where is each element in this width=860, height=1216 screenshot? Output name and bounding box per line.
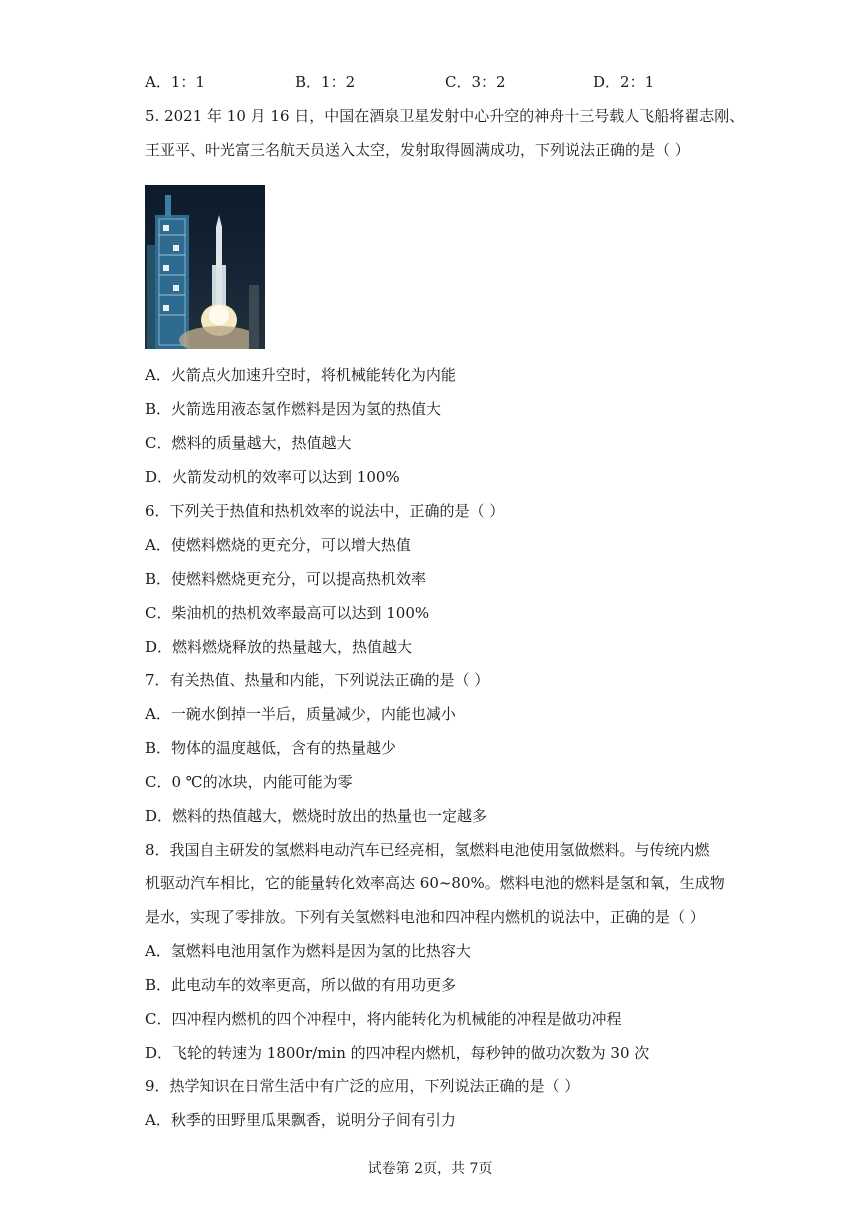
- q9-option-a: A．秋季的田野里瓜果飘香，说明分子间有引力: [145, 1111, 456, 1129]
- q6-option-c: C．柴油机的热机效率最高可以达到 100%: [145, 604, 430, 622]
- q6-option-d: D．燃料燃烧释放的热量越大，热值越大: [145, 638, 413, 656]
- q4-option-a: A．1：1: [145, 73, 205, 91]
- q7-option-a: A．一碗水倒掉一半后，质量减少，内能也减小: [145, 705, 456, 723]
- page-footer: 试卷第 2页，共 7页: [367, 1161, 493, 1177]
- q4-option-b: B．1：2: [295, 73, 356, 91]
- q8-option-a: A．氢燃料电池用氢作为燃料是因为氢的比热容大: [145, 942, 471, 960]
- q6-option-b: B．使燃料燃烧更充分，可以提高热机效率: [145, 570, 427, 588]
- q4-option-c: C．3：2: [445, 73, 506, 91]
- q9-stem: 9．热学知识在日常生活中有广泛的应用，下列说法正确的是（ ）: [145, 1077, 580, 1095]
- q8-option-b: B．此电动车的效率更高，所以做的有用功更多: [145, 976, 457, 994]
- q5-option-c: C．燃料的质量越大，热值越大: [145, 434, 352, 452]
- q8-stem-line1: 8．我国自主研发的氢燃料电动汽车已经亮相，氢燃料电池使用氢做燃料。与传统内燃: [145, 841, 710, 859]
- rocket-launch-photo: [145, 185, 265, 349]
- q8-stem-line3: 是水，实现了零排放。下列有关氢燃料电池和四冲程内燃机的说法中，正确的是（ ）: [145, 908, 705, 926]
- q6-option-a: A．使燃料燃烧的更充分，可以增大热值: [145, 536, 411, 554]
- q7-stem: 7．有关热值、热量和内能，下列说法正确的是（ ）: [145, 671, 490, 689]
- q5-option-b: B．火箭选用液态氢作燃料是因为氢的热值大: [145, 400, 442, 418]
- q7-option-c: C．0 ℃的冰块，内能可能为零: [145, 773, 353, 791]
- q8-option-c: C．四冲程内燃机的四个冲程中，将内能转化为机械能的冲程是做功冲程: [145, 1010, 622, 1028]
- q7-option-b: B．物体的温度越低，含有的热量越少: [145, 739, 397, 757]
- rocket-launch-illustration: [145, 185, 265, 349]
- q4-option-d: D．2：1: [593, 73, 655, 91]
- q5-stem-line1: 5. 2021 年 10 月 16 日，中国在酒泉卫星发射中心升空的神舟十三号载人飞船将翟志刚、: [145, 107, 745, 125]
- q7-option-d: D．燃料的热值越大，燃烧时放出的热量也一定越多: [145, 807, 488, 825]
- q8-option-d: D．飞轮的转速为 1800r/min 的四冲程内燃机，每秒钟的做功次数为 30 次: [145, 1044, 650, 1062]
- q5-option-a: A．火箭点火加速升空时，将机械能转化为内能: [145, 366, 456, 384]
- q5-stem-line2: 王亚平、叶光富三名航天员送入太空，发射取得圆满成功，下列说法正确的是（ ）: [145, 141, 690, 159]
- q6-stem: 6．下列关于热值和热机效率的说法中，正确的是（ ）: [145, 502, 505, 520]
- q5-option-d: D．火箭发动机的效率可以达到 100%: [145, 468, 400, 486]
- q8-stem-line2: 机驱动汽车相比，它的能量转化效率高达 60~80%。燃料电池的燃料是氢和氧，生成物: [145, 874, 725, 892]
